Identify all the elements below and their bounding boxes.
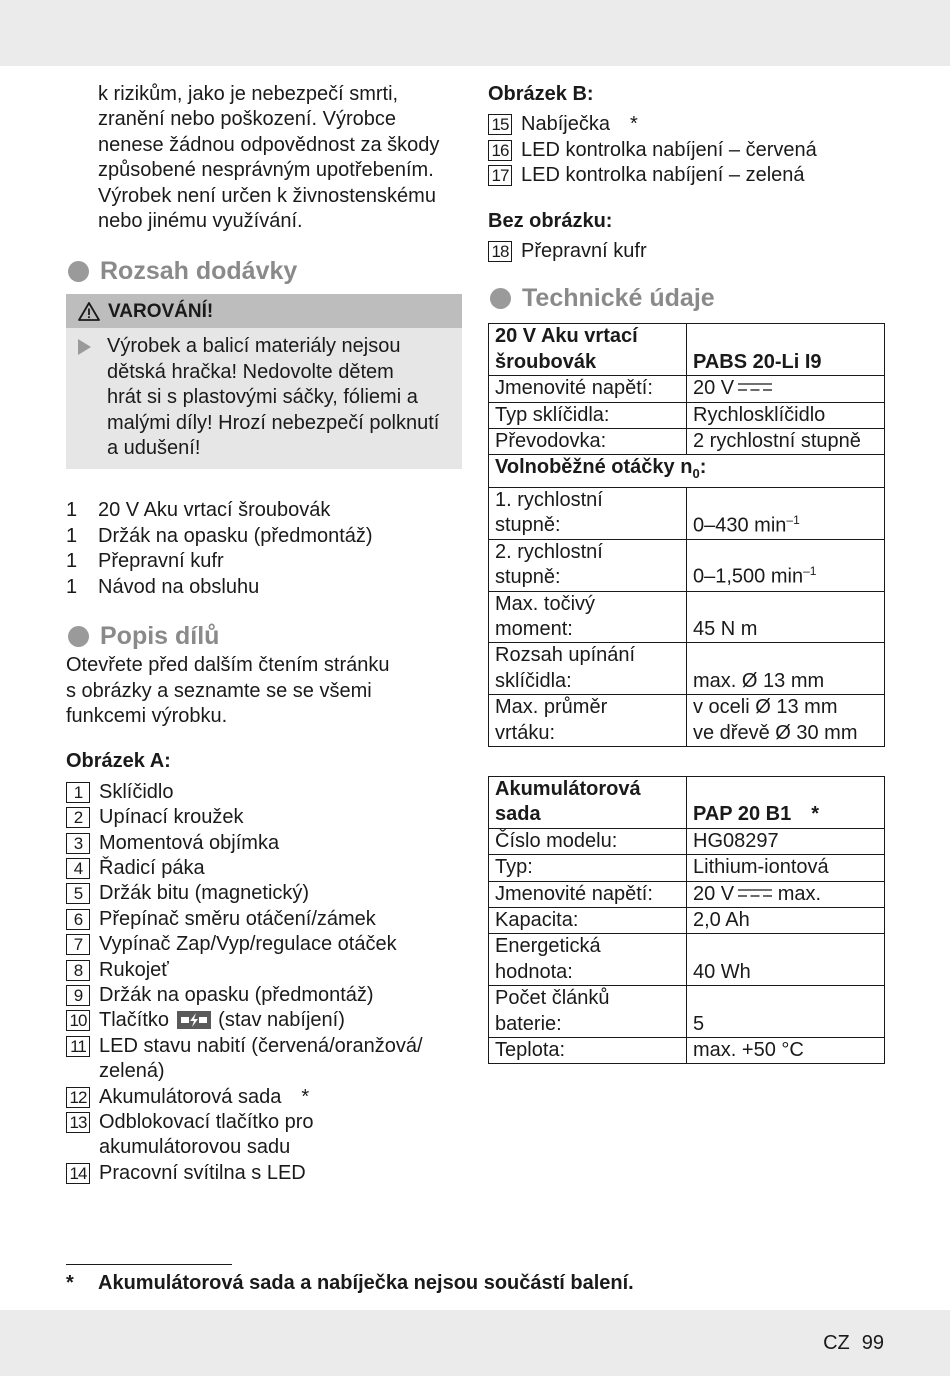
table-row: Jmenovité napětí: 20 V max.	[489, 881, 885, 907]
intro-line: k rizikům, jako je nebezpečí smrti,	[98, 83, 399, 105]
table-row: Číslo modelu: HG08297	[489, 828, 885, 854]
no-figure-list	[488, 239, 885, 264]
direct-current-symbol-icon	[738, 888, 772, 898]
list-item: 14 Pracovní svítilna s LED	[66, 1161, 462, 1186]
no-figure-title: Bez obrázku:	[488, 209, 613, 232]
right-column	[488, 82, 885, 1064]
warning-body	[66, 328, 462, 469]
list-item: 7 Vypínač Zap/Vyp/regulace otáček	[66, 932, 462, 957]
section-heading-parts: Popis dílů	[66, 621, 462, 651]
warning-header	[66, 294, 462, 328]
page-index: 99	[861, 1332, 884, 1354]
scope-list	[66, 498, 462, 600]
warning-box	[66, 294, 462, 469]
list-item: 11 LED stavu nabití (červená/oranžová/ zelená)	[66, 1034, 462, 1085]
list-item: 15 Nabíječka *	[488, 112, 885, 137]
list-item: 1 Přepravní kufr	[66, 550, 224, 573]
list-item: 2 Upínací kroužek	[66, 805, 462, 830]
table-row: Jmenovité napětí: 20 V	[489, 376, 885, 402]
list-item: 17 LED kontrolka nabíjení – zelená	[488, 163, 885, 188]
list-item: 13 Odblokovací tlačítko pro akumulátorovou sadu	[66, 1110, 462, 1161]
list-item: 5 Držák bitu (magnetický)	[66, 881, 462, 906]
table-row: Převodovka: 2 rychlostní stupně	[489, 429, 885, 455]
table-row: Volnoběžné otáčky $n_0$:	[489, 455, 885, 487]
list-item: 10 Tlačítko (stav nabíjení)	[66, 1008, 462, 1033]
list-item: 18 Přepravní kufr	[488, 239, 885, 264]
drill-spec-table	[488, 323, 885, 747]
battery-spec-table	[488, 776, 885, 1064]
list-item: 1 20 V Aku vrtací šroubovák	[66, 499, 331, 522]
figure-a-title: Obrázek A:	[66, 750, 171, 773]
footnote-star: *	[301, 1085, 310, 1108]
table-row: Energetická hodnota: 40 Wh	[489, 934, 885, 986]
intro-line: Výrobek není určen k živnostenskému	[98, 184, 436, 207]
section-heading-tech: Technické údaje	[488, 283, 885, 313]
list-item: 12 Akumulátorová sada *	[66, 1085, 462, 1110]
warning-triangle-icon	[78, 302, 100, 321]
list-item: 4 Řadicí páka	[66, 856, 462, 881]
list-item: 3 Momentová objímka	[66, 831, 462, 856]
section-heading-scope: Rozsah dodávky	[66, 256, 462, 286]
footnote-star: *	[629, 113, 638, 136]
table-row: 2. rychlostní stupně: 0–1,500 $\min^{-1}$	[489, 539, 885, 591]
header-band	[0, 0, 950, 66]
bullet-dot-icon	[68, 261, 89, 282]
table-row: 1. rychlostní stupně: 0–430 $\min^{-1}$	[489, 487, 885, 539]
list-item: 6 Přepínač směru otáčení/zámek	[66, 907, 462, 932]
table-row: Akumulátorová sada PAP 20 B1 *	[489, 776, 885, 828]
figure-b-list	[488, 112, 885, 188]
parts-intro: Otevřete před dalším čtením stránku s obrázky a seznamte se se všemi funkcemi výrobku.	[66, 654, 390, 727]
list-item: 9 Držák na opasku (předmontáž)	[66, 983, 462, 1008]
intro-line: nebo jinému využívání.	[98, 210, 303, 233]
table-row: Typ: Lithium-iontová	[489, 855, 885, 881]
intro-paragraph	[66, 82, 462, 234]
list-item: 8 Rukojeť	[66, 958, 462, 983]
list-item: 16 LED kontrolka nabíjení – červená	[488, 138, 885, 163]
arrow-right-icon	[78, 339, 91, 355]
footer-band	[0, 1310, 950, 1376]
charge-status-button-icon	[177, 1011, 211, 1029]
footnote-divider	[66, 1264, 232, 1265]
list-item: 1 Sklíčidlo	[66, 780, 462, 805]
bullet-dot-icon	[68, 626, 89, 647]
warning-title: VAROVÁNÍ!	[108, 300, 214, 322]
figure-b-title: Obrázek B:	[488, 83, 594, 105]
warning-text: Výrobek a balicí materiály nejsou dětská hračka! Nedovolte dětem hrát si s plastovými sáčky, fóliemi a malými díly! Hrozí nebezpečí polknutí a udušení!	[107, 335, 440, 460]
table-row: Rozsah upínání sklíčidla: max. Ø 13 mm	[489, 643, 885, 695]
direct-current-symbol-icon	[738, 382, 772, 392]
footnote: * Akumulátorová sada a nabíječka nejsou součástí balení.	[66, 1272, 634, 1294]
left-column	[66, 82, 462, 1186]
language-code: CZ	[823, 1332, 850, 1354]
list-item: 1 Návod na obsluhu	[66, 575, 260, 598]
bullet-dot-icon	[490, 288, 511, 309]
footnote-star: *	[811, 803, 819, 826]
intro-line: zranění nebo poškození. Výrobce	[98, 108, 396, 131]
table-row: Typ sklíčidla: Rychlosklíčidlo	[489, 402, 885, 428]
list-item: 1 Držák na opasku (předmontáž)	[66, 524, 373, 547]
table-row: Max. točivý moment: 45 N m	[489, 591, 885, 643]
intro-line: způsobené nesprávným upotřebením.	[98, 159, 434, 182]
table-row: Kapacita: 2,0 Ah	[489, 907, 885, 933]
table-row: 20 V Aku vrtací šroubovák PABS 20-Li I9	[489, 324, 885, 376]
page-number	[823, 1331, 884, 1356]
table-row: Počet článků baterie: 5	[489, 986, 885, 1038]
table-row: Max. průměr vrtáku: v oceli Ø 13 mm ve dřevě Ø 30 mm	[489, 695, 885, 747]
table-row: Teplota: max. +50 °C	[489, 1038, 885, 1064]
figure-a-list	[66, 780, 462, 1187]
intro-line: nenese žádnou odpovědnost za škody	[98, 133, 440, 156]
